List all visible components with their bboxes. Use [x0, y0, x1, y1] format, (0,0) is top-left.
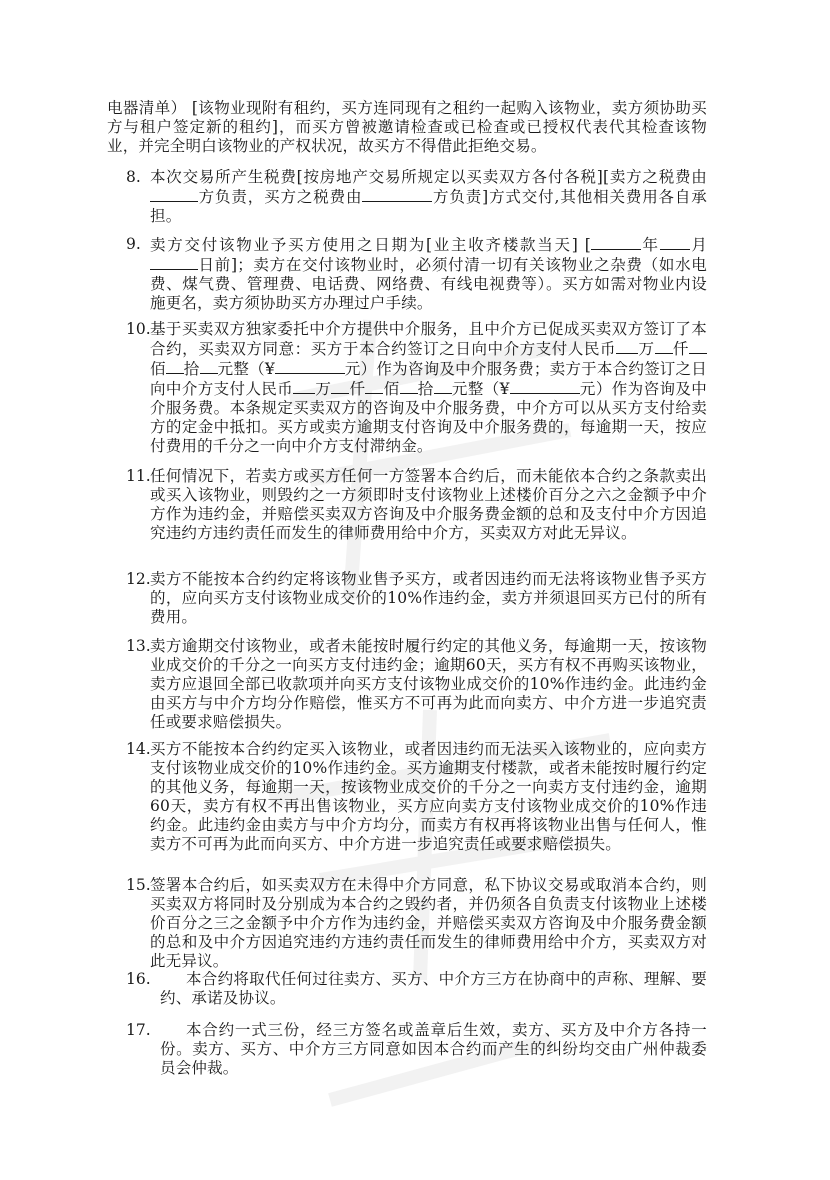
clause-10-blank-b1 [293, 379, 315, 394]
clause-10-blank-b5 [434, 379, 452, 394]
clause-10-shi-2: 拾 [417, 380, 434, 398]
clause-8-number: 8. [126, 168, 141, 186]
clause-10-text-3: 元）作为咨询及中介服务费。本条规定买卖双方的咨询及中介服务费，中介方可以从买方支付给卖方的定金中抵扣。买方或卖方逾期支付咨询及中介服务费的，每逾期一天，按应付费用的千分之一向中介方支付滞纳金。 [150, 380, 708, 455]
clause-8-text-1: 本次交易所产生税费[按房地产交易所规定以买卖双方各付各税][卖方之税费由 [150, 168, 707, 186]
clause-17-text: 本合约一式三份，经三方签名或盖章后生效，卖方、买方及中介方各持一份。卖方、买方、中介方三方同意如因本合约而产生的纠纷均交由广州仲裁委员会仲裁。 [160, 1021, 707, 1077]
clause-16-text: 本合约将取代任何过往卖方、买方、中介方三方在协商中的声称、理解、要约、承诺及协议。 [160, 970, 707, 1007]
clause-16-number: 16. [126, 970, 151, 988]
clause-9-month: 月 [689, 236, 708, 254]
clause-10-bai: 佰 [150, 360, 166, 378]
clause-10-blank-b4 [400, 379, 418, 394]
clause-14-text: 买方不能按本合约约定买入该物业，或者因违约而无法买入该物业的，应向卖方支付该物业成交价的10%作违约金。买方逾期支付楼款，或者未能按时履行约定的其他义务，每逾期一天，按该物业成交价的千分之一向卖方支付违约金，逾期60天，卖方有权不再出售该物业，买方应向卖方支付该物业成交价的10%作违约金。此违约金由卖方与中介方均分，而卖方有权再将该物业出售与任何人，惟卖方不可再为此而向买方、中介方进一步追究责任或要求赔偿损失。 [150, 740, 707, 853]
clause-9-blank-year [591, 235, 641, 250]
clause-13-number: 13. [126, 637, 151, 655]
clause-12-text: 卖方不能按本合约约定将该物业售予买方，或者因违约而无法将该物业售予买方的，应向买方支付该物业成交价的10%作违约金，卖方并须退回买方已付的所有费用。 [150, 570, 707, 626]
clause-10-blank-a4 [166, 359, 184, 374]
clause-9-text-2: 日前]；卖方在交付该物业时，必须付清一切有关该物业之杂费（如水电费、煤气费、管理费、电话费、网络费、有线电视费等）。买方如需对物业内设施更名，卖方须协助买方办理过户手续。 [150, 256, 707, 312]
clause-12-number: 12. [126, 570, 151, 588]
clause-13-text: 卖方逾期交付该物业，或者未能按时履行约定的其他义务，每逾期一天，按该物业成交价的千分之一向买方支付违约金；逾期60天，买方有权不再购买该物业，卖方应退回全部已收款项并向买方支付该物业成交价的10%作违约金。此违约金由买方与中介方均分作赔偿，惟买方不可再为此而向卖方、中介方进一步追究责任或要求赔偿损失。 [150, 637, 707, 731]
clause-10-qian: 仟 [672, 340, 690, 358]
clause-10-blank-a3 [689, 339, 707, 354]
clause-9 [150, 235, 707, 313]
clause-9-number: 9. [126, 235, 141, 253]
clause-8-text-3: 方负责]方式交付,其他相关费用各自承担。 [150, 188, 707, 225]
clause-17-number: 17. [126, 1021, 151, 1039]
clause-10-blank-a2 [655, 339, 673, 354]
clause-14 [150, 740, 707, 854]
clause-8 [150, 168, 707, 226]
clause-9-year: 年 [640, 236, 660, 254]
clause-10-bai-2: 佰 [383, 380, 400, 398]
clause-10-yuanzheng-2: 元整（¥ [451, 380, 510, 398]
clause-10-yuanzheng: 元整（¥ [217, 360, 275, 378]
clause-11-number: 11. [126, 467, 151, 485]
clause-10-blank-b2 [331, 379, 349, 394]
clause-10 [150, 320, 707, 456]
clause-9-blank-day [150, 255, 198, 270]
clause-15-text: 签署本合约后，如买卖双方在未得中介方同意，私下协议交易或取消本合约，则买卖双方将同时及分别成为本合约之毁约者，并仍须各自负责支付该物业上述楼价百分之三之金额予中介方作为违约金，并赔偿买卖双方咨询及中介服务费金额的总和及中介方因追究违约方违约责任而发生的律师费用给中介方，买卖双方对此无异议。 [150, 876, 707, 970]
clause-16 [160, 970, 707, 1008]
clause-9-text-1: 卖方交付该物业予买方使用之日期为[业主收齐楼款当天] [ [150, 236, 591, 254]
clause-8-blank-seller [150, 187, 198, 202]
clause-8-text-2: 方负责，买方之税费由 [198, 188, 363, 206]
clause-10-text-1: 基于买卖双方独家委托中介方提供中介服务，且中介方已促成买卖双方签订了本合约，买卖双方同意：买方于本合约签订之日向中介方支付人民币 [150, 320, 707, 358]
clause-17 [160, 1021, 707, 1078]
clause-10-shi: 拾 [183, 360, 200, 378]
clause-9-blank-month [660, 235, 690, 250]
clause-10-blank-a5 [200, 359, 218, 374]
clause-13 [150, 637, 707, 732]
clause-11 [150, 467, 707, 543]
clause-10-blank-amount2 [510, 379, 580, 394]
clause-10-blank-a1 [616, 339, 638, 354]
clause-10-wan-2: 万 [315, 380, 332, 398]
intro-text: 电器清单） [该物业现附有租约，买方连同现有之租约一起购入该物业，卖方须协助买方与租户签定新的租约]，而买方曾被邀请检查或已检查或已授权代表代其检查该物业，并完全明白该物业的产权状况，故买方不得借此拒绝交易。 [107, 99, 707, 155]
clause-15-number: 15. [126, 876, 151, 894]
clause-8-blank-buyer [362, 187, 432, 202]
clause-14-number: 14. [126, 740, 151, 758]
clause-10-text-2: 元）作为咨询及中介服务费；卖方于本合约签订之日向中介方支付人民币 [150, 360, 707, 398]
intro-paragraph [107, 99, 707, 156]
clause-10-wan: 万 [638, 340, 655, 358]
clause-10-blank-b3 [365, 379, 383, 394]
clause-15 [150, 876, 707, 971]
clause-11-text: 任何情况下，若卖方或买方任何一方签署本合约后，而未能依本合约之条款卖出或买入该物业，则毁约之一方须即时支付该物业上述楼价百分之六之金额予中介方作为违约金，并赔偿买卖双方咨询及中介服务费金额的总和及支付中介方因追究违约方违约责任而发生的律师费用给中介方，买卖双方对此无异议。 [150, 467, 707, 542]
clause-10-number: 10. [126, 320, 151, 338]
clause-10-blank-amount1 [275, 359, 345, 374]
clause-12 [150, 570, 707, 627]
clause-10-qian-2: 仟 [349, 380, 366, 398]
